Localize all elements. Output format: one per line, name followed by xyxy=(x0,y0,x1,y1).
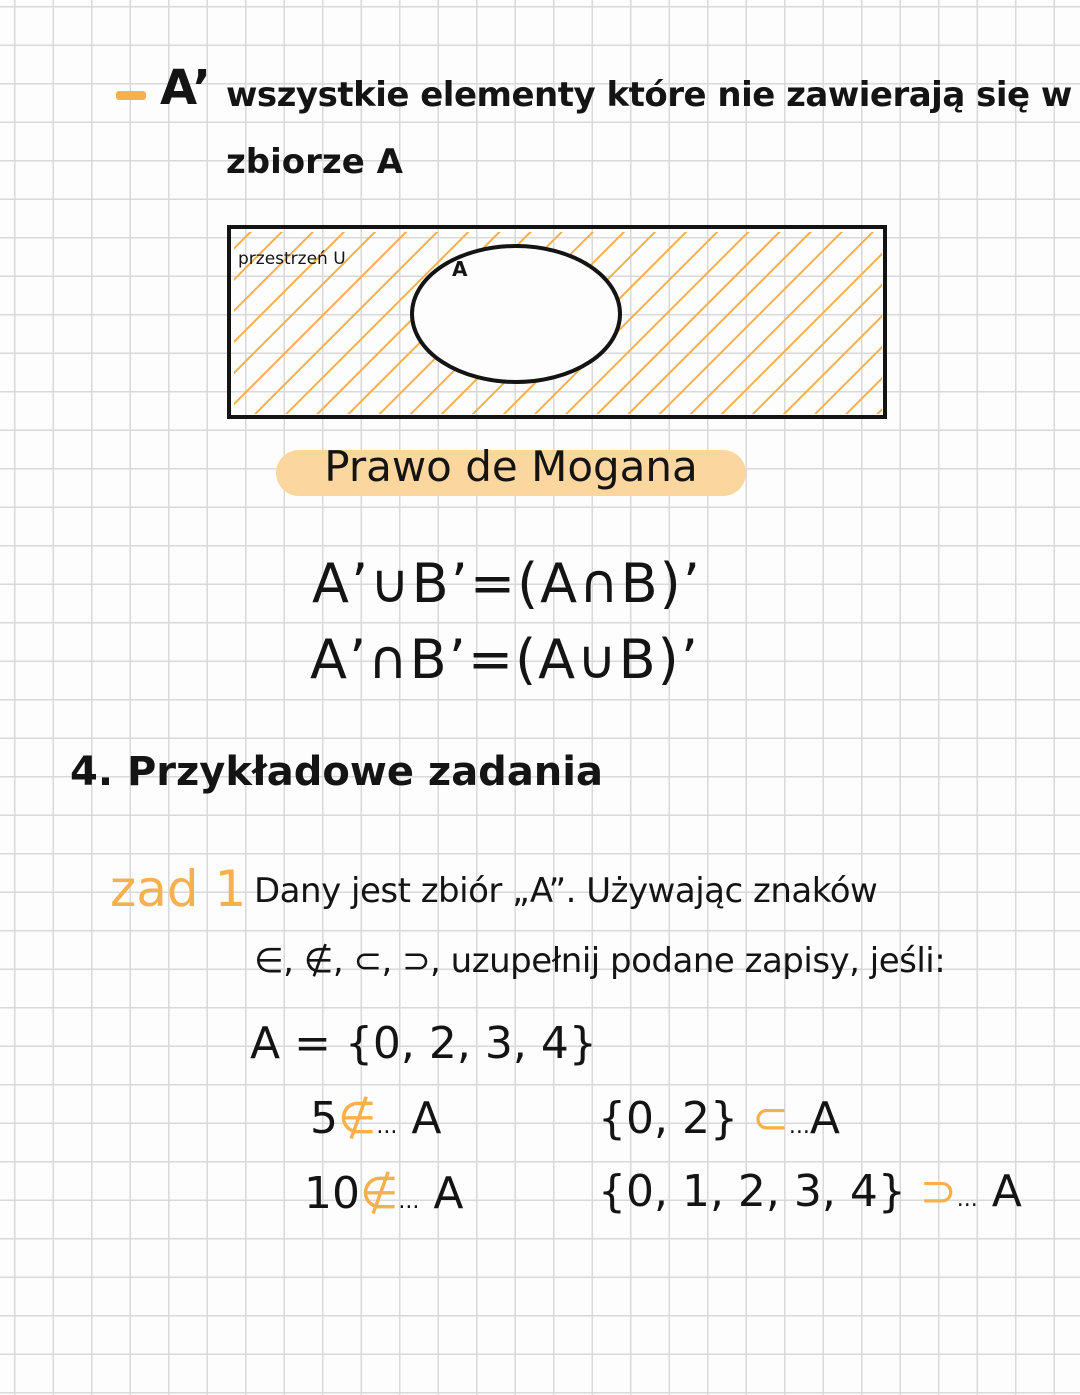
exercise-answer: ∉ xyxy=(338,1093,377,1144)
law-title: Prawo de Mogana xyxy=(324,442,698,491)
task-label: zad 1 xyxy=(110,860,247,918)
exercise-row xyxy=(598,1093,840,1144)
task-text-line2: ∈, ∉, ⊂, ⊃, uzupełnij podane zapisy, jeśli: xyxy=(254,941,946,981)
exercise-left: {0, 1, 2, 3, 4} xyxy=(598,1166,906,1217)
set-a-label: A xyxy=(452,257,468,281)
complement-definition-line2: zbiorze A xyxy=(226,142,403,182)
exercise-left: 5 xyxy=(310,1093,338,1144)
complement-symbol: A’ xyxy=(160,60,211,116)
exercise-row xyxy=(598,1166,1022,1217)
de-morgan-formula-1: A’∪B’=(A∩B)’ xyxy=(312,552,702,615)
complement-definition-line1: wszystkie elementy które nie zawierają się w xyxy=(226,75,1072,115)
exercise-dots: ... xyxy=(376,1114,398,1139)
exercise-right: A xyxy=(809,1093,840,1144)
exercise-left: {0, 2} xyxy=(598,1093,738,1144)
exercise-row xyxy=(310,1093,442,1144)
exercise-dots: ... xyxy=(956,1187,978,1212)
set-a-ellipse xyxy=(412,246,620,382)
set-a-definition: A = {0, 2, 3, 4} xyxy=(250,1018,597,1069)
exercise-dots: ... xyxy=(788,1114,810,1139)
exercise-answer: ⊃ xyxy=(919,1166,957,1217)
exercise-right: A xyxy=(433,1168,464,1219)
exercise-dots: ... xyxy=(398,1189,420,1214)
exercise-right: A xyxy=(411,1093,442,1144)
exercise-answer: ∉ xyxy=(360,1168,399,1219)
bullet-dash xyxy=(116,91,146,100)
exercise-right: A xyxy=(991,1166,1022,1217)
de-morgan-formula-2: A’∩B’=(A∪B)’ xyxy=(310,628,700,691)
exercise-answer: ⊂ xyxy=(751,1093,789,1144)
universe-label: przestrzeń U xyxy=(238,249,346,269)
venn-diagram xyxy=(226,224,890,422)
exercise-row xyxy=(304,1168,464,1219)
exercise-left: 10 xyxy=(304,1168,360,1219)
section-heading: 4. Przykładowe zadania xyxy=(70,749,603,795)
task-text-line1: Dany jest zbiór „A”. Używając znaków xyxy=(254,871,878,911)
